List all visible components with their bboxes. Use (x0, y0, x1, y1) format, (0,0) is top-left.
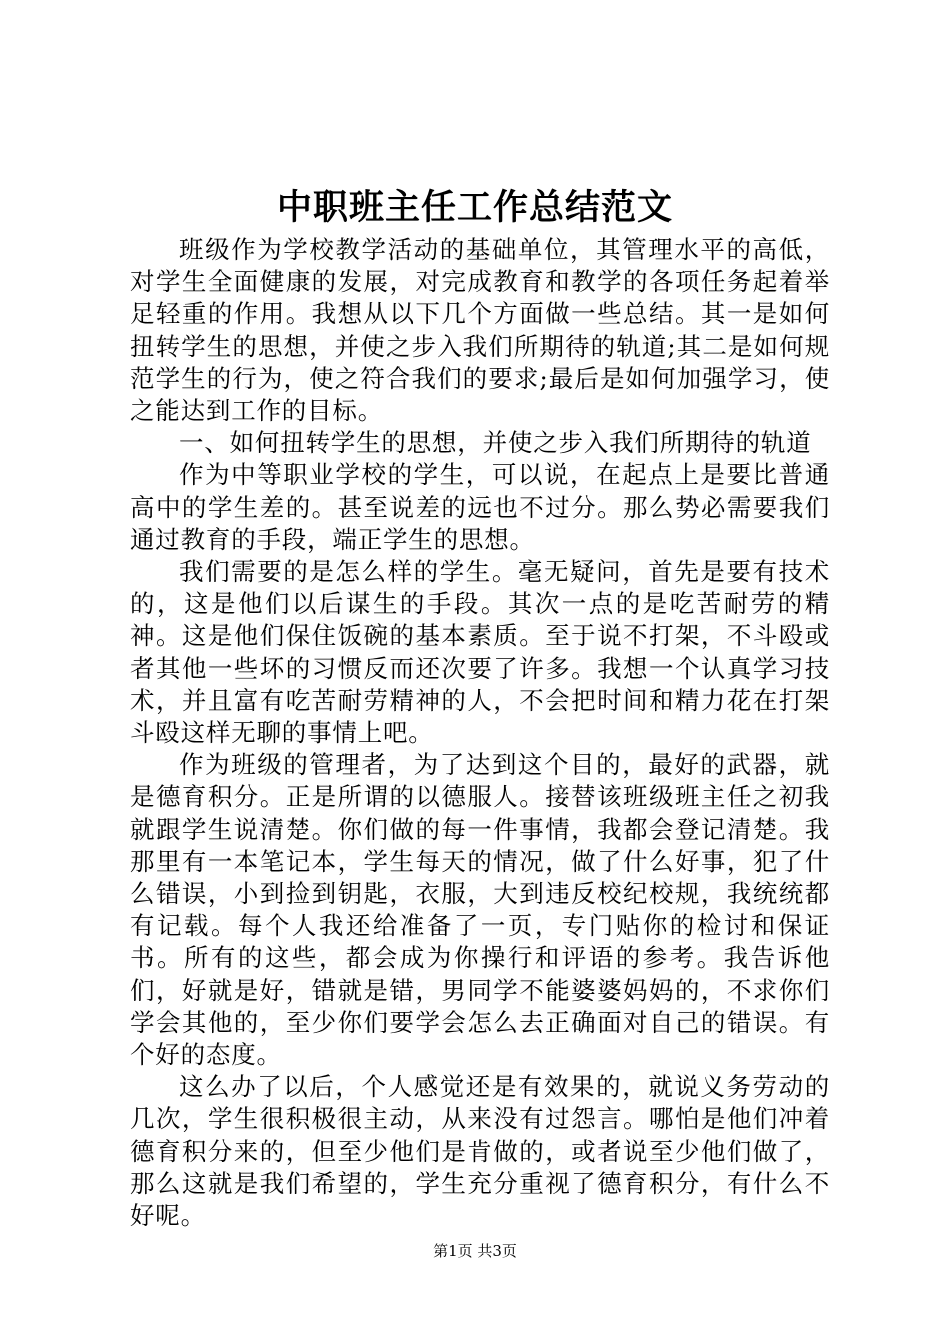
document-body (130, 234, 830, 1232)
body-paragraph: 作为中等职业学校的学生，可以说，在起点上是要比普通高中的学生差的。甚至说差的远也不过分。那么势必需要我们通过教育的手段，端正学生的思想。 (130, 460, 830, 554)
body-paragraph: 我们需要的是怎么样的学生。毫无疑问，首先是要有技术的，这是他们以后谋生的手段。其次一点的是吃苦耐劳的精神。这是他们保住饭碗的基本素质。至于说不打架，不斗殴或者其他一些坏的习惯反而还次要了许多。我想一个认真学习技术，并且富有吃苦耐劳精神的人，不会把时间和精力花在打架斗殴这样无聊的事情上吧。 (130, 557, 830, 748)
section-heading: 一、如何扭转学生的思想，并使之步入我们所期待的轨道 (179, 428, 812, 458)
page-footer: 第1页 共3页 (433, 1242, 517, 1260)
document-title: 中职班主任工作总结范文 (276, 187, 673, 228)
body-paragraph: 作为班级的管理者，为了达到这个目的，最好的武器，就是德育积分。正是所谓的以德服人。接替该班级班主任之初我就跟学生说清楚。你们做的每一件事情，我都会登记清楚。我那里有一本笔记本，学生每天的情况，做了什么好事，犯了什么错误，小到捡到钥匙，衣服，大到违反校纪校规，我统统都有记载。每个人我还给准备了一页，专门贴你的检讨和保证书。所有的这些，都会成为你操行和评语的参考。我告诉他们，好就是好，错就是错，男同学不能婆婆妈妈的，不求你们学会其他的，至少你们要学会怎么去正确面对自己的错误。有个好的态度。 (130, 750, 830, 1070)
intro-paragraph: 班级作为学校教学活动的基础单位，其管理水平的高低，对学生全面健康的发展，对完成教育和教学的各项任务起着举足轻重的作用。我想从以下几个方面做一些总结。其一是如何扭转学生的思想，并使之步入我们所期待的轨道;其二是如何规范学生的行为，使之符合我们的要求;最后是如何加强学习，使之能达到工作的目标。 (130, 235, 830, 426)
body-paragraph: 这么办了以后，个人感觉还是有效果的，就说义务劳动的几次，学生很积极很主动，从来没有过怨言。哪怕是他们冲着德育积分来的，但至少他们是肯做的，或者说至少他们做了，那么这就是我们希望的，学生充分重视了德育积分，有什么不好呢。 (130, 1072, 830, 1231)
